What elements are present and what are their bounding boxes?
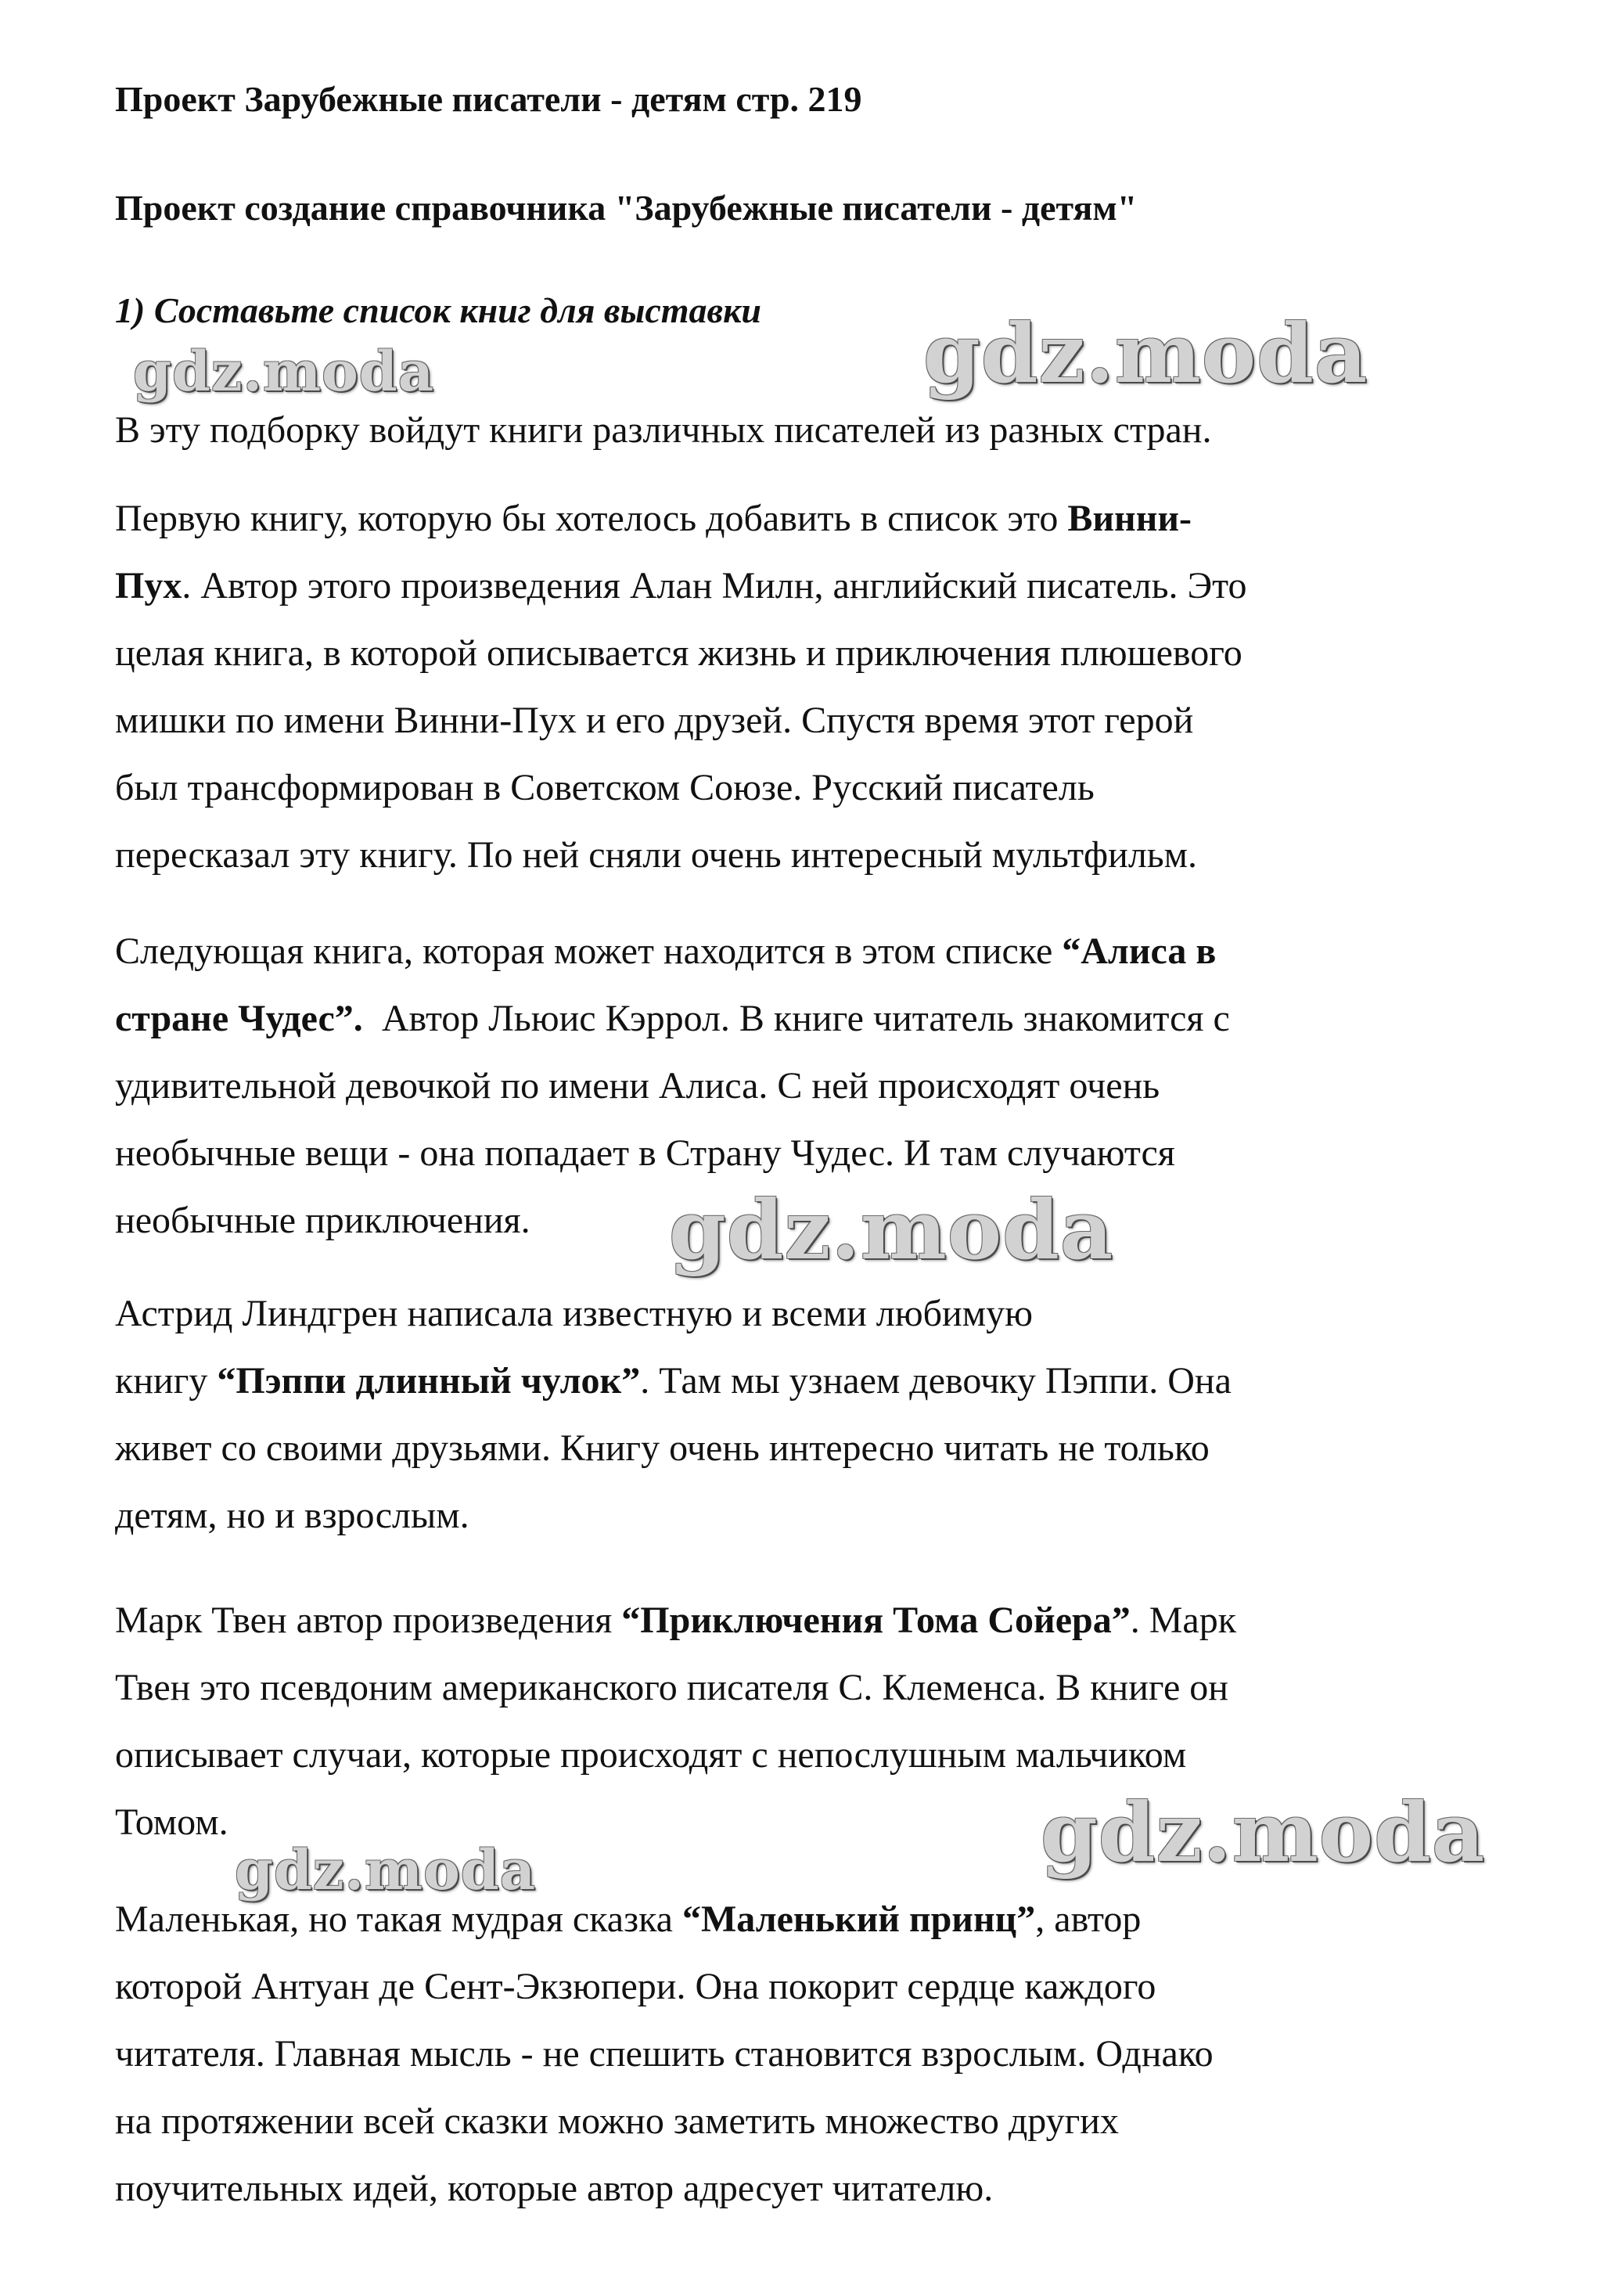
paragraph-line: Маленькая, но такая мудрая сказка “Маленький принц”, автор: [115, 1898, 1142, 1940]
paragraph-line: описывает случаи, которые происходят с непослушным мальчиком: [115, 1734, 1187, 1776]
paragraph-line: читателя. Главная мысль - не спешить становится взрослым. Однако: [115, 2033, 1214, 2075]
page-title: Проект Зарубежные писатели - детям стр. 219: [115, 79, 862, 119]
paragraph-line: Марк Твен автор произведения “Приключения Тома Сойера”. Марк: [115, 1600, 1237, 1641]
paragraph-line: удивительной девочкой по имени Алиса. С ней происходят очень: [115, 1065, 1160, 1107]
paragraph-pippi: [115, 1280, 1508, 1549]
paragraph-little-prince: [115, 1886, 1508, 2222]
paragraph-line: на протяжении всей сказки можно заметить множество других: [115, 2100, 1119, 2142]
watermark: gdz.moda: [133, 339, 435, 404]
paragraph-line: мишки по имени Винни-Пух и его друзей. Спустя время этот герой: [115, 700, 1194, 741]
book-title-alice: “Алиса в: [1062, 930, 1217, 972]
paragraph-line: целая книга, в которой описывается жизнь и приключения плюшевого: [115, 632, 1242, 674]
paragraph-line: Первую книгу, которую бы хотелось добавить в список это Винни-: [115, 498, 1192, 539]
paragraph-line: пересказал эту книгу. По ней сняли очень интересный мультфильм.: [115, 834, 1198, 876]
task-heading: 1) Составьте список книг для выставки: [115, 290, 762, 330]
paragraph-line: необычные приключения.: [115, 1200, 530, 1241]
paragraph-line: был трансформирован в Советском Союзе. Русский писатель: [115, 767, 1095, 808]
paragraph-winnie-pooh: [115, 485, 1508, 889]
watermark: gdz.moda: [669, 1182, 1114, 1278]
book-title-tom-sawyer: “Приключения Тома Сойера”: [621, 1600, 1131, 1641]
paragraph-line: стране Чудес”. Автор Льюис Кэррол. В книге читатель знакомится с: [115, 998, 1230, 1039]
book-title-little-prince: “Маленький принц”: [681, 1898, 1036, 1940]
paragraph-line: необычные вещи - она попадает в Страну Чудес. И там случаются: [115, 1132, 1175, 1174]
paragraph-line: которой Антуан де Сент-Экзюпери. Она покорит сердце каждого: [115, 1966, 1156, 2007]
paragraph-line: В эту подборку войдут книги различных писателей из разных стран.: [115, 409, 1212, 451]
paragraph-line: поучительных идей, которые автор адресует читателю.: [115, 2168, 994, 2209]
paragraph-line: Томом.: [115, 1801, 228, 1843]
book-title-pippi: “Пэппи длинный чулок”: [217, 1360, 641, 1402]
watermark: gdz.moda: [235, 1837, 537, 1902]
watermark: gdz.moda: [1041, 1784, 1486, 1880]
book-title-alice: стране Чудес”.: [115, 998, 363, 1039]
paragraph-line: книгу “Пэппи длинный чулок”. Там мы узнаем девочку Пэппи. Она: [115, 1360, 1232, 1402]
book-title-winnie-pooh: Пух: [115, 565, 182, 606]
watermark: gdz.moda: [923, 305, 1368, 401]
paragraph-line: Следующая книга, которая может находится в этом списке “Алиса в: [115, 930, 1217, 972]
intro-paragraph: [115, 397, 1508, 464]
paragraph-line: Пух. Автор этого произведения Алан Милн, английский писатель. Это: [115, 565, 1247, 606]
book-title-winnie-pooh: Винни-: [1067, 498, 1192, 539]
project-subtitle: Проект создание справочника "Зарубежные писатели - детям": [115, 188, 1138, 228]
paragraph-line: Твен это псевдоним американского писателя С. Клеменса. В книге он: [115, 1667, 1228, 1708]
paragraph-line: живет со своими друзьями. Книгу очень интересно читать не только: [115, 1427, 1210, 1469]
paragraph-line: детям, но и взрослым.: [115, 1495, 469, 1536]
paragraph-line: Астрид Линдгрен написала известную и всеми любимую: [115, 1293, 1033, 1334]
